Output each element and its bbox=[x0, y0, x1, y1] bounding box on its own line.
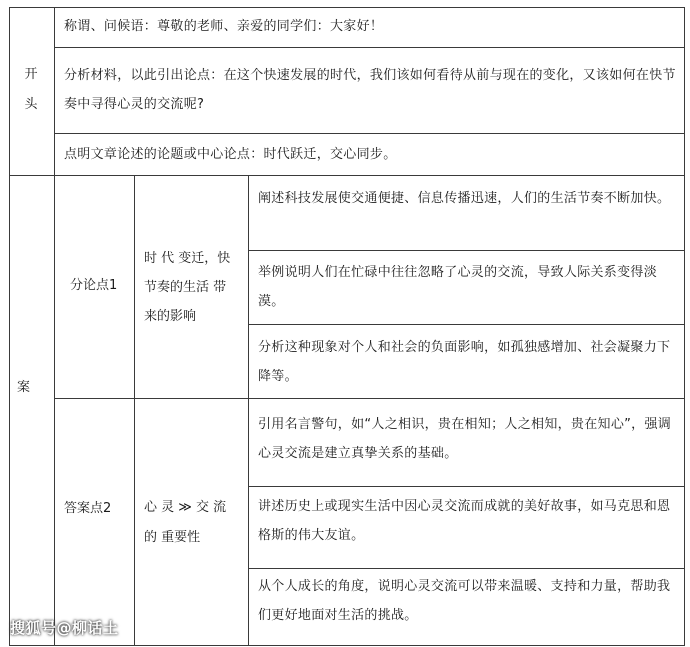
column-divider bbox=[248, 175, 249, 646]
opening-row-greeting: 称谓、问候语：尊敬的老师、亲爱的同学们：大家好！ bbox=[64, 19, 384, 34]
point2-detail: 从个人成长的角度，说明心灵交流可以带来温暖、支持和力量，帮助我们更好地面对生活的挑战。 bbox=[258, 579, 671, 623]
row-divider bbox=[54, 47, 684, 48]
section-divider bbox=[54, 398, 684, 399]
watermark: 搜狐号@柳话土 bbox=[10, 619, 119, 637]
table-border-left bbox=[9, 7, 10, 646]
opening-row-thesis: 点明文章论述的论题或中心论点：时代跃迁，交心同步。 bbox=[64, 147, 397, 162]
row-divider bbox=[248, 486, 684, 487]
table-border-top bbox=[9, 7, 684, 8]
row-divider bbox=[248, 568, 684, 569]
point1-detail: 分析这种现象对个人和社会的负面影响，如孤独感增加、社会凝聚力下降等。 bbox=[258, 340, 671, 384]
point1-label: 分论点1 bbox=[70, 278, 118, 293]
body-section-label: 案 bbox=[17, 380, 31, 395]
point2-label: 答案点2 bbox=[64, 501, 112, 516]
column-divider bbox=[134, 175, 135, 646]
section-divider bbox=[9, 175, 684, 176]
point2-topic: 心 灵 ≫ 交 流 的 重要性 bbox=[144, 500, 227, 545]
row-divider bbox=[248, 250, 684, 251]
point2-detail: 讲述历史上或现实生活中因心灵交流而成就的美好故事，如马克思和恩格斯的伟大友谊。 bbox=[258, 499, 671, 543]
opening-label bbox=[21, 60, 41, 120]
opening-row-material: 分析材料，以此引出论点：在这个快速发展的时代，我们该如何看待从前与现在的变化，又该如何在快节奏中寻得心灵的交流呢? bbox=[64, 68, 676, 112]
row-divider bbox=[248, 324, 684, 325]
point1-detail: 阐述科技发展使交通便捷、信息传播迅速，人们的生活节奏不断加快。 bbox=[258, 191, 671, 206]
table-border-bottom bbox=[9, 645, 684, 646]
opening-label-char: 开 bbox=[24, 67, 38, 82]
row-divider bbox=[54, 133, 684, 134]
column-divider bbox=[54, 7, 55, 646]
point2-detail: 引用名言警句，如“人之相识，贵在相知；人之相知，贵在知心”，强调心灵交流是建立真挚关系的基础。 bbox=[258, 417, 672, 461]
point1-detail: 举例说明人们在忙碌中往往忽略了心灵的交流，导致人际关系变得淡漠。 bbox=[258, 265, 658, 309]
point1-topic: 时 代 变迁，快节奏的生活 带 来的影响 bbox=[144, 251, 231, 324]
table-border-right bbox=[684, 7, 685, 646]
opening-label-char: 头 bbox=[24, 97, 38, 112]
